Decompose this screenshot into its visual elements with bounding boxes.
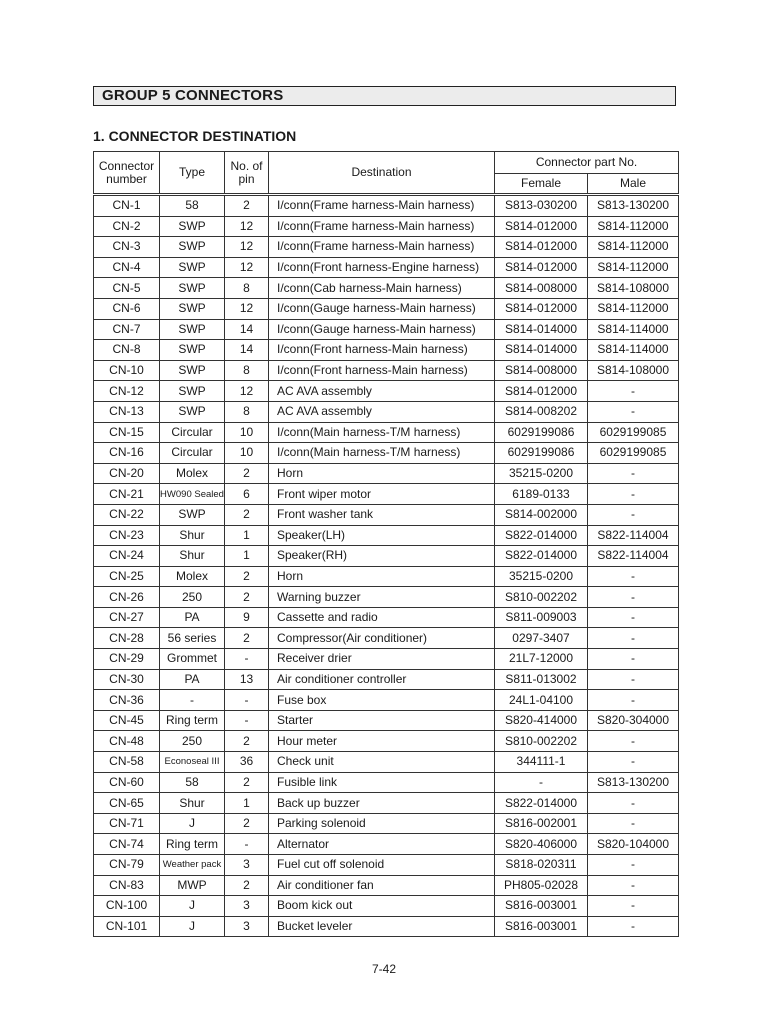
type-cell: SWP [160,504,225,525]
table-row [94,710,679,731]
male-part-cell: S814-112000 [588,216,679,237]
table-row [94,195,679,217]
table-row [94,360,679,381]
male-part-cell: - [588,587,679,608]
table-row [94,587,679,608]
type-cell: SWP [160,216,225,237]
connector-number-cell: CN-25 [94,566,160,587]
table-row [94,566,679,587]
connector-number-cell: CN-100 [94,896,160,917]
type-cell: Econoseal III [160,752,225,773]
destination-cell: I/conn(Frame harness-Main harness) [269,195,495,217]
male-part-cell: S813-130200 [588,195,679,217]
destination-cell: I/conn(Gauge harness-Main harness) [269,319,495,340]
connector-number-cell: CN-23 [94,525,160,546]
section-title: 1. CONNECTOR DESTINATION [93,128,297,144]
connector-number-cell: CN-29 [94,649,160,670]
type-cell: SWP [160,298,225,319]
destination-cell: Front wiper motor [269,484,495,505]
male-part-cell: - [588,504,679,525]
pin-count-cell: - [225,710,269,731]
pin-count-cell: 2 [225,772,269,793]
table-row [94,690,679,711]
header-connector-number: Connector number [94,152,160,195]
destination-cell: Fuse box [269,690,495,711]
destination-cell: Warning buzzer [269,587,495,608]
table-row [94,257,679,278]
table-row [94,793,679,814]
header-type: Type [160,152,225,195]
destination-cell: Air conditioner controller [269,669,495,690]
header-no-of-pin: No. of pin [225,152,269,195]
pin-count-cell: - [225,649,269,670]
connector-number-cell: CN-4 [94,257,160,278]
female-part-cell: S814-012000 [495,216,588,237]
male-part-cell: - [588,649,679,670]
connector-number-cell: CN-7 [94,319,160,340]
table-row [94,381,679,402]
male-part-cell: - [588,896,679,917]
destination-cell: Hour meter [269,731,495,752]
female-part-cell: S822-014000 [495,793,588,814]
male-part-cell: - [588,731,679,752]
table-row [94,855,679,876]
type-cell: Molex [160,566,225,587]
header-female: Female [495,174,588,195]
type-cell: - [160,690,225,711]
connector-number-cell: CN-101 [94,916,160,937]
connector-number-cell: CN-27 [94,607,160,628]
connector-number-cell: CN-24 [94,546,160,567]
table-row [94,401,679,422]
pin-count-cell: 8 [225,401,269,422]
destination-cell: Fusible link [269,772,495,793]
female-part-cell: S814-002000 [495,504,588,525]
female-part-cell: 344111-1 [495,752,588,773]
female-part-cell: 24L1-04100 [495,690,588,711]
type-cell: 58 [160,772,225,793]
male-part-cell: - [588,484,679,505]
destination-cell: Speaker(RH) [269,546,495,567]
type-cell: 250 [160,731,225,752]
pin-count-cell: 10 [225,443,269,464]
male-part-cell: - [588,813,679,834]
female-part-cell: S814-008000 [495,360,588,381]
pin-count-cell: 3 [225,916,269,937]
destination-cell: Horn [269,463,495,484]
table-row [94,875,679,896]
pin-count-cell: 6 [225,484,269,505]
destination-cell: I/conn(Gauge harness-Main harness) [269,298,495,319]
pin-count-cell: 9 [225,607,269,628]
connector-number-cell: CN-65 [94,793,160,814]
pin-count-cell: 12 [225,381,269,402]
pin-count-cell: 2 [225,195,269,217]
connector-number-cell: CN-60 [94,772,160,793]
male-part-cell: - [588,855,679,876]
table-row [94,504,679,525]
table-row [94,216,679,237]
pin-count-cell: 12 [225,257,269,278]
pin-count-cell: 13 [225,669,269,690]
type-cell: Molex [160,463,225,484]
connector-number-cell: CN-71 [94,813,160,834]
connector-number-cell: CN-5 [94,278,160,299]
female-part-cell: S820-406000 [495,834,588,855]
male-part-cell: - [588,607,679,628]
pin-count-cell: 14 [225,340,269,361]
connector-number-cell: CN-16 [94,443,160,464]
female-part-cell: S814-014000 [495,340,588,361]
connector-table [93,151,679,937]
female-part-cell: S822-014000 [495,525,588,546]
header-part-no: Connector part No. [495,152,679,174]
connector-number-cell: CN-36 [94,690,160,711]
female-part-cell: S811-009003 [495,607,588,628]
destination-cell: I/conn(Front harness-Main harness) [269,360,495,381]
male-part-cell: - [588,463,679,484]
pin-count-cell: 1 [225,793,269,814]
pin-count-cell: 3 [225,855,269,876]
female-part-cell: S810-002202 [495,587,588,608]
table-row [94,422,679,443]
type-cell: J [160,896,225,917]
connector-number-cell: CN-1 [94,195,160,217]
pin-count-cell: 2 [225,628,269,649]
pin-count-cell: 12 [225,298,269,319]
connector-number-cell: CN-48 [94,731,160,752]
connector-number-cell: CN-26 [94,587,160,608]
table-row [94,546,679,567]
destination-cell: Bucket leveler [269,916,495,937]
type-cell: SWP [160,381,225,402]
male-part-cell: 6029199085 [588,443,679,464]
male-part-cell: S814-112000 [588,237,679,258]
pin-count-cell: - [225,834,269,855]
table-row [94,298,679,319]
table-row [94,607,679,628]
male-part-cell: S820-104000 [588,834,679,855]
female-part-cell: 6189-0133 [495,484,588,505]
female-part-cell: S814-012000 [495,381,588,402]
type-cell: PA [160,669,225,690]
male-part-cell: - [588,669,679,690]
female-part-cell: S820-414000 [495,710,588,731]
table-row [94,443,679,464]
connector-number-cell: CN-21 [94,484,160,505]
pin-count-cell: 12 [225,216,269,237]
type-cell: Ring term [160,834,225,855]
connector-number-cell: CN-20 [94,463,160,484]
pin-count-cell: 36 [225,752,269,773]
male-part-cell: S820-304000 [588,710,679,731]
type-cell: SWP [160,237,225,258]
male-part-cell: S822-114004 [588,546,679,567]
destination-cell: Back up buzzer [269,793,495,814]
type-cell: SWP [160,278,225,299]
type-cell: Shur [160,525,225,546]
table-row [94,237,679,258]
male-part-cell: S814-108000 [588,278,679,299]
connector-number-cell: CN-13 [94,401,160,422]
female-part-cell: S811-013002 [495,669,588,690]
destination-cell: Check unit [269,752,495,773]
table-row [94,916,679,937]
male-part-cell: - [588,916,679,937]
destination-cell: Front washer tank [269,504,495,525]
pin-count-cell: 1 [225,546,269,567]
male-part-cell: S814-114000 [588,340,679,361]
male-part-cell: - [588,875,679,896]
type-cell: 58 [160,195,225,217]
type-cell: SWP [160,257,225,278]
female-part-cell: 6029199086 [495,422,588,443]
type-cell: Grommet [160,649,225,670]
male-part-cell: - [588,381,679,402]
male-part-cell: - [588,566,679,587]
female-part-cell: S822-014000 [495,546,588,567]
connector-number-cell: CN-58 [94,752,160,773]
female-part-cell: PH805-02028 [495,875,588,896]
connector-number-cell: CN-10 [94,360,160,381]
female-part-cell: S814-008202 [495,401,588,422]
type-cell: SWP [160,319,225,340]
female-part-cell: 6029199086 [495,443,588,464]
destination-cell: Boom kick out [269,896,495,917]
connector-number-cell: CN-2 [94,216,160,237]
connector-number-cell: CN-12 [94,381,160,402]
type-cell: SWP [160,360,225,381]
female-part-cell: S816-002001 [495,813,588,834]
destination-cell: Speaker(LH) [269,525,495,546]
female-part-cell: S814-012000 [495,237,588,258]
male-part-cell: S814-112000 [588,257,679,278]
pin-count-cell: 2 [225,463,269,484]
type-cell: 250 [160,587,225,608]
type-cell: SWP [160,401,225,422]
destination-cell: Starter [269,710,495,731]
destination-cell: I/conn(Frame harness-Main harness) [269,216,495,237]
table-row [94,319,679,340]
female-part-cell: 21L7-12000 [495,649,588,670]
connector-number-cell: CN-74 [94,834,160,855]
table-row [94,731,679,752]
female-part-cell: S813-030200 [495,195,588,217]
female-part-cell: S814-012000 [495,257,588,278]
table-row [94,813,679,834]
male-part-cell: S822-114004 [588,525,679,546]
destination-cell: Parking solenoid [269,813,495,834]
pin-count-cell: 8 [225,278,269,299]
connector-number-cell: CN-45 [94,710,160,731]
type-cell: Shur [160,546,225,567]
pin-count-cell: 2 [225,813,269,834]
pin-count-cell: 2 [225,731,269,752]
type-cell: Circular [160,422,225,443]
pin-count-cell: 14 [225,319,269,340]
type-cell: MWP [160,875,225,896]
group-title: GROUP 5 CONNECTORS [93,86,676,106]
male-part-cell: - [588,752,679,773]
female-part-cell: S814-014000 [495,319,588,340]
female-part-cell: 0297-3407 [495,628,588,649]
type-cell: HW090 Sealed [160,484,225,505]
header-male: Male [588,174,679,195]
table-row [94,896,679,917]
pin-count-cell: 8 [225,360,269,381]
table-row [94,834,679,855]
page-number: 7-42 [371,962,397,976]
type-cell: 56 series [160,628,225,649]
connector-number-cell: CN-30 [94,669,160,690]
destination-cell: Air conditioner fan [269,875,495,896]
type-cell: Circular [160,443,225,464]
table-row [94,463,679,484]
connector-number-cell: CN-79 [94,855,160,876]
connector-number-cell: CN-6 [94,298,160,319]
connector-number-cell: CN-3 [94,237,160,258]
table-row [94,525,679,546]
table-row [94,772,679,793]
male-part-cell: - [588,628,679,649]
connector-number-cell: CN-83 [94,875,160,896]
pin-count-cell: 1 [225,525,269,546]
table-row [94,649,679,670]
table-row [94,484,679,505]
pin-count-cell: 2 [225,504,269,525]
female-part-cell: 35215-0200 [495,463,588,484]
male-part-cell: - [588,793,679,814]
table-row [94,340,679,361]
female-part-cell: 35215-0200 [495,566,588,587]
pin-count-cell: 2 [225,566,269,587]
destination-cell: Cassette and radio [269,607,495,628]
female-part-cell: S818-020311 [495,855,588,876]
pin-count-cell: 10 [225,422,269,443]
destination-cell: AC AVA assembly [269,401,495,422]
type-cell: SWP [160,340,225,361]
destination-cell: I/conn(Front harness-Main harness) [269,340,495,361]
pin-count-cell: 2 [225,587,269,608]
table-row [94,669,679,690]
type-cell: Ring term [160,710,225,731]
connector-number-cell: CN-28 [94,628,160,649]
destination-cell: Receiver drier [269,649,495,670]
destination-cell: I/conn(Main harness-T/M harness) [269,443,495,464]
male-part-cell: S813-130200 [588,772,679,793]
male-part-cell: S814-108000 [588,360,679,381]
pin-count-cell: 12 [225,237,269,258]
destination-cell: Fuel cut off solenoid [269,855,495,876]
type-cell: PA [160,607,225,628]
destination-cell: Compressor(Air conditioner) [269,628,495,649]
male-part-cell: S814-112000 [588,298,679,319]
table-row [94,628,679,649]
pin-count-cell: - [225,690,269,711]
type-cell: J [160,916,225,937]
type-cell: Shur [160,793,225,814]
male-part-cell: S814-114000 [588,319,679,340]
female-part-cell: - [495,772,588,793]
destination-cell: Horn [269,566,495,587]
destination-cell: I/conn(Cab harness-Main harness) [269,278,495,299]
table-row [94,752,679,773]
connector-number-cell: CN-8 [94,340,160,361]
table-row [94,278,679,299]
pin-count-cell: 3 [225,896,269,917]
female-part-cell: S814-012000 [495,298,588,319]
male-part-cell: 6029199085 [588,422,679,443]
pin-count-cell: 2 [225,875,269,896]
destination-cell: I/conn(Front harness-Engine harness) [269,257,495,278]
female-part-cell: S816-003001 [495,896,588,917]
connector-number-cell: CN-15 [94,422,160,443]
type-cell: Weather pack [160,855,225,876]
connector-number-cell: CN-22 [94,504,160,525]
female-part-cell: S814-008000 [495,278,588,299]
type-cell: J [160,813,225,834]
destination-cell: I/conn(Frame harness-Main harness) [269,237,495,258]
header-destination: Destination [269,152,495,195]
destination-cell: Alternator [269,834,495,855]
male-part-cell: - [588,401,679,422]
destination-cell: I/conn(Main harness-T/M harness) [269,422,495,443]
female-part-cell: S816-003001 [495,916,588,937]
male-part-cell: - [588,690,679,711]
female-part-cell: S810-002202 [495,731,588,752]
destination-cell: AC AVA assembly [269,381,495,402]
